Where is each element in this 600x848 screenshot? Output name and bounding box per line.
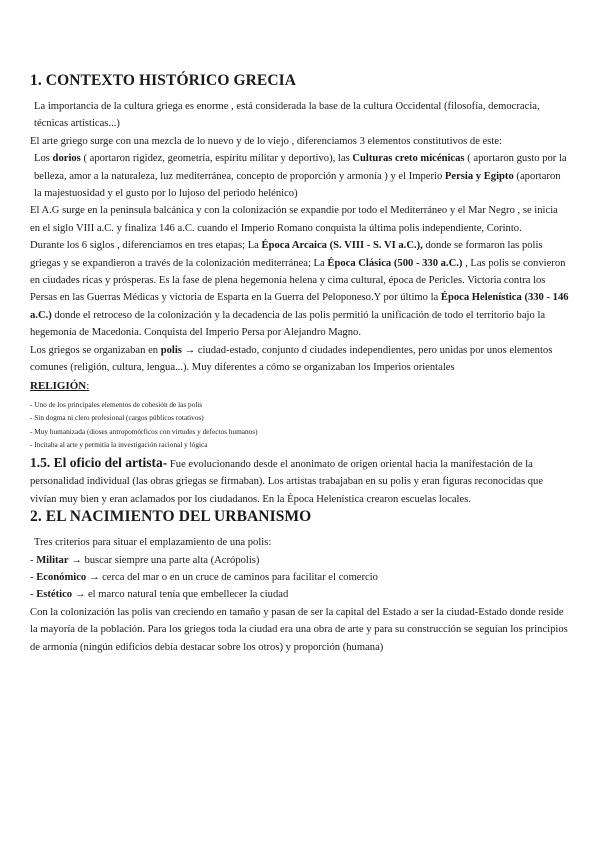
term-polis: polis <box>160 344 182 356</box>
term-estetico: Estético <box>36 589 73 601</box>
religion-colon: : <box>86 379 90 392</box>
text-run: → ciudad-estado, conjunto d ciudades independientes, pero unidas por unos elementos comunes (religión, cultura, lengua...). Muy diferentes a cómo se organizaban los Imperios orientales <box>30 344 553 374</box>
term-economico: Económico <box>36 571 87 583</box>
text-run: Los <box>34 153 53 165</box>
term-creto-micenicas: Culturas creto micénicas <box>352 153 465 165</box>
text-run: → cerca del mar o en un cruce de caminos para facilitar el comercio <box>86 571 378 583</box>
text-run: Fue evolucionando desde el anonimato de origen oriental hacia la manifestación de la personalidad individual (las obras griegas se firmaban). Los artistas trabajaban en su polis y eran figuras reconocidas que vivían muy bien y eran aclamados por los ciudadanos. En la Época Helenística crearon escuelas locales. <box>30 458 544 505</box>
section-2-title: 2. EL NACIMIENTO DEL URBANISMO <box>30 508 312 526</box>
list-item: - Sin dogma ni clero profesional (cargos públicos rotativos) <box>30 413 204 423</box>
text-run: ( aportaron gusto por la belleza, amor a la naturaleza, luz mediterránea, concepto de proporción y armonía ) y el Imperio <box>34 153 567 182</box>
text-run: - <box>30 589 37 601</box>
text-run: Durante los 6 siglos , diferenciamos en tres etapas; La <box>30 240 262 252</box>
paragraph-colonization: Con la colonización las polis van creciendo en tamaño y pasan de ser la capital del Estado a ser la ciudad-Estado donde reside la mayoría de la población. Para los griegos toda la ciudad era una obra de arte y para su construcción se seguían los principios de armonía (ningún edificios debía destacar sobre los otros) y proporción (humana) <box>30 606 568 653</box>
text-run: donde se formaron las polis griegas y se expandieron a través de la colonización mediterránea; La <box>30 240 543 269</box>
text-run: , Las polis se convieron en ciudades ricas y prósperas. Es la fase de plena hegemonía helena y cima cultural, época de Pericles. Victoria contra los Persas en las Guerras Médicas y victoria de Esparta en la Guerra del Peloponeso.Y por último la <box>30 257 566 304</box>
text-run: donde el retroceso de la colonización y la decadencia de las polis permitió la unificación de todo el territorio bajo la hegemonía de Macedonia. Conquista del Imperio Persa por Alejandro Magno. <box>30 309 546 339</box>
paragraph-origin: El arte griego surge con una mezcla de lo nuevo y de lo viejo , diferenciamos 3 elementos constitutivos de este: <box>30 135 502 147</box>
term-dorios: dorios <box>52 153 81 165</box>
paragraph-polis <box>30 342 570 377</box>
text-run: (aportaron la majestuosidad y el gusto por lo lujoso del periodo helénico) <box>34 170 561 200</box>
term-epoca-arcaica: Época Arcaica (S. VIII - S. VI a.C.), <box>261 240 423 252</box>
paragraph-oficio-artista <box>30 454 570 508</box>
criterion-estetico <box>30 586 570 603</box>
text-run: → buscar siempre una parte alta (Acrópolis) <box>68 554 260 566</box>
text-run: Los griegos se organizaban en <box>30 344 161 356</box>
text-run: → el marco natural tenía que embellecer la ciudad <box>72 589 289 601</box>
paragraph-criteria-intro: Tres criterios para situar el emplazamiento de una polis: <box>34 537 272 549</box>
text-run: - <box>30 571 37 583</box>
term-epoca-helenistica: Época Helenística (330 - 146 a.C.) <box>30 292 569 321</box>
section-15-title: 1.5. El oficio del artista- <box>30 454 168 470</box>
religion-list <box>30 398 570 452</box>
religion-heading <box>30 378 570 395</box>
term-persia-egipto: Persia y Egipto <box>444 170 514 182</box>
criterion-militar <box>30 552 570 569</box>
religion-title: RELIGIÓN <box>30 379 87 392</box>
list-item: - Uno de los principales elementos de cohesión de las polis <box>30 399 203 409</box>
paragraph-elements <box>30 150 570 202</box>
section-1-title: 1. CONTEXTO HISTÓRICO GRECIA <box>30 72 297 89</box>
criterion-economico <box>30 569 570 586</box>
list-item: - Muy humanizada (dioses antropomórficos con virtudes y defectos humanos) <box>30 426 258 436</box>
paragraph-geography: El A.G surge en la península balcánica y con la colonización se expandie por todo el Mediterráneo y el Mar Negro , se inicia en el siglo VIII a.C. y finaliza 146 a.C. cuando el Imperio Romano conquista la última polis independiente, Corinto. <box>30 205 558 234</box>
text-run: - <box>30 554 37 566</box>
term-militar: Militar <box>36 554 69 566</box>
document-page <box>30 72 570 656</box>
text-run: ( aportaron rigidez, geometría, espíritu militar y deportivo), las <box>80 153 353 165</box>
term-epoca-clasica: Época Clásica (500 - 330 a.C.) <box>327 257 463 269</box>
paragraph-stages <box>30 237 570 341</box>
list-item: - Incitaba al arte y permitía la investigación racional y lógica <box>30 440 208 450</box>
paragraph-importance: La importancia de la cultura griega es enorme , está considerada la base de la cultura Occidental (filosofía, democracia, técnicas artísticas...) <box>34 101 540 130</box>
